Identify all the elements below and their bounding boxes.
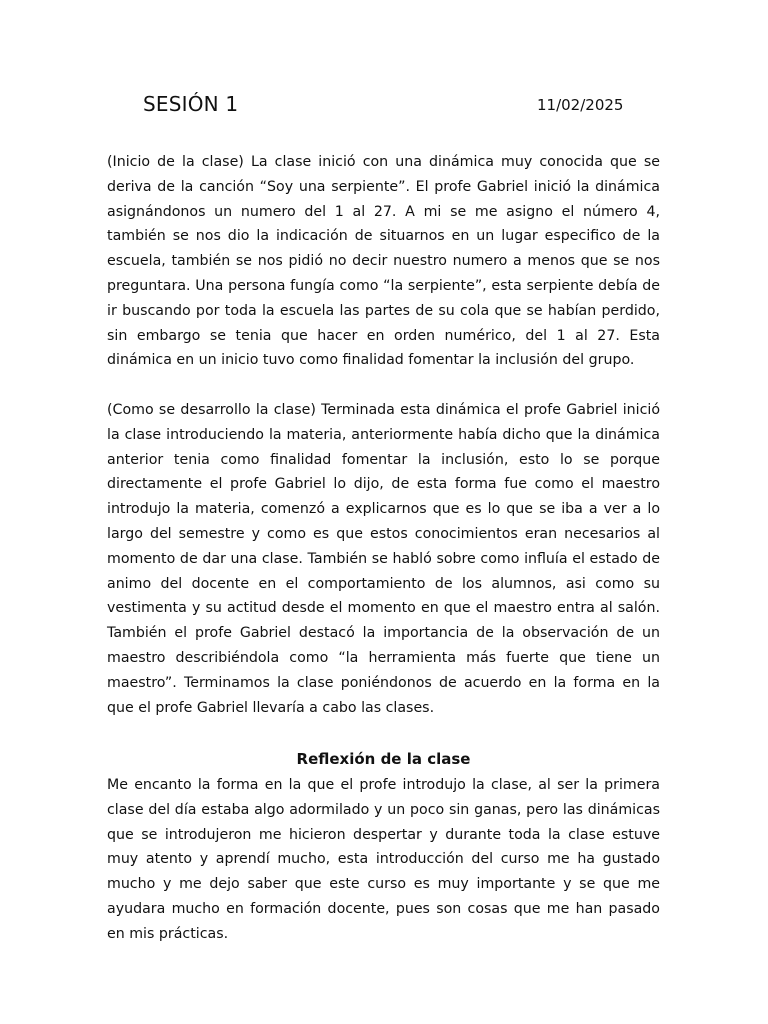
paragraph-class-development: (Como se desarrollo la clase) Terminada esta dinámica el profe Gabriel inició la clase introduciendo la materia, anteriormente había dicho que la dinámica anterior tenia como finalidad fomentar la inclusión, esto lo se porque directamente el profe Gabriel lo dijo, de esta forma fue como el maestro introdujo la materia, comenzó a explicarnos que es lo que se iba a ver a lo largo del semestre y como es que estos conocimientos eran necesarios al momento de dar una clase. También se habló sobre como influía el estado de animo del docente en el comportamiento de los alumnos, asi como su vestimenta y su actitud desde el momento en que el maestro entra al salón. También el profe Gabriel destacó la importancia de la observación de un maestro describiéndola como “la herramienta más fuerte que tiene un maestro”. Terminamos la clase poniéndonos de acuerdo en la forma en la que el profe Gabriel llevaría a cabo las clases. [107, 402, 660, 716]
paragraph-class-start: (Inicio de la clase) La clase inició con una dinámica muy conocida que se deriva de la canción “Soy una serpiente”. El profe Gabriel inició la dinámica asignándonos un numero del 1 al 27. A mi se me asigno el número 4, también se nos dio la indicación de situarnos en un lugar especifico de la escuela, también se nos pidió no decir nuestro numero a menos que se nos preguntara. Una persona fungía como “la serpiente”, esta serpiente debía de ir buscando por toda la escuela las partes de su cola que se habían perdido, sin embargo se tenia que hacer en orden numérico, del 1 al 27. Esta dinámica en un inicio tuvo como finalidad fomentar la inclusión del grupo. [107, 154, 660, 369]
session-date: 11/02/2025 [537, 96, 624, 114]
reflection-heading: Reflexión de la clase [296, 750, 471, 768]
paragraph-reflection: Me encanto la forma en la que el profe introdujo la clase, al ser la primera clase del día estaba algo adormilado y un poco sin ganas, pero las dinámicas que se introdujeron me hicieron despertar y durante toda la clase estuve muy atento y aprendí mucho, esta introducción del curso me ha gustado mucho y me dejo saber que este curso es muy importante y se que me ayudara mucho en formación docente, pues son cosas que me han pasado en mis prácticas. [107, 777, 660, 942]
session-title: SESIÓN 1 [143, 92, 239, 116]
